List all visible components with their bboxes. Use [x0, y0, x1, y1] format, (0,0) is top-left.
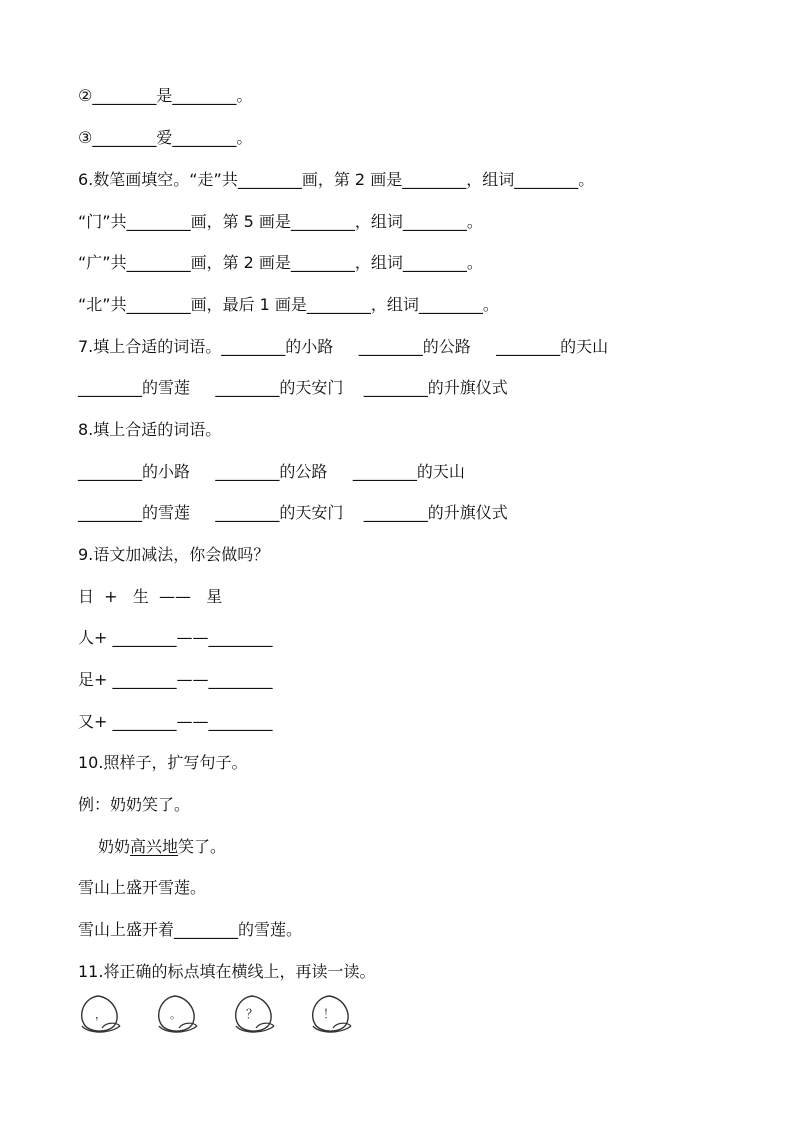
q9-you: 又+ ________——________ [78, 712, 273, 731]
peach-mark: ！ [323, 1007, 336, 1021]
q11-heading: 11.将正确的标点填在横线上，再读一读。 [78, 962, 376, 981]
q6-stroke-guang: “广”共________画，第 2 画是________，组词________。 [78, 253, 483, 272]
q10-heading: 10.照样子，扩写句子。 [78, 753, 248, 772]
q5-line-2: ②________是________。 [78, 86, 253, 105]
example-suffix: 笑了。 [178, 837, 227, 856]
q10-sentence-expand: 雪山上盛开着________的雪莲。 [78, 920, 303, 939]
peach-punctuation-row [76, 992, 376, 1036]
peach-exclamation-icon [313, 996, 351, 1032]
peach-period-icon [159, 996, 197, 1032]
q7-fill-words-row1: 7.填上合适的词语。________的小路 ________的公路 ________的天山 [78, 337, 609, 356]
q6-stroke-zou: 6.数笔画填空。“走”共________画，第 2 画是________，组词________。 [78, 170, 595, 189]
q9-heading: 9.语文加减法，你会做吗？ [78, 545, 270, 564]
q10-example-label: 例：奶奶笑了。 [78, 795, 191, 814]
q9-example: 日 + 生 —— 星 [78, 587, 223, 606]
peach-question-icon [236, 996, 274, 1032]
q6-stroke-men: “门”共________画，第 5 画是________，组词________。 [78, 212, 483, 231]
peach-comma-icon [82, 996, 120, 1032]
q9-zu: 足+ ________——________ [78, 670, 273, 689]
peach-mark: ？ [246, 1007, 259, 1021]
example-prefix: 奶奶 [98, 837, 131, 856]
q9-ren: 人+ ________——________ [78, 628, 273, 647]
example-underlined: 高兴地 [130, 837, 179, 856]
q6-stroke-bei: “北”共________画，最后 1 画是________，组词________。 [78, 295, 499, 314]
q7-fill-words-row2: ________的雪莲 ________的天安门 ________的升旗仪式 [78, 378, 508, 397]
q8-heading: 8.填上合适的词语。 [78, 420, 222, 439]
q10-sentence: 雪山上盛开雪莲。 [78, 878, 207, 897]
q8-fill-words-row1: ________的小路 ________的公路 ________的天山 [78, 462, 465, 481]
q8-fill-words-row2: ________的雪莲 ________的天安门 ________的升旗仪式 [78, 503, 508, 522]
peach-mark: ， [95, 1008, 106, 1021]
q10-example-expanded [98, 837, 226, 857]
q5-line-3: ③________爱________。 [78, 128, 253, 147]
peach-mark: 。 [170, 1008, 181, 1021]
